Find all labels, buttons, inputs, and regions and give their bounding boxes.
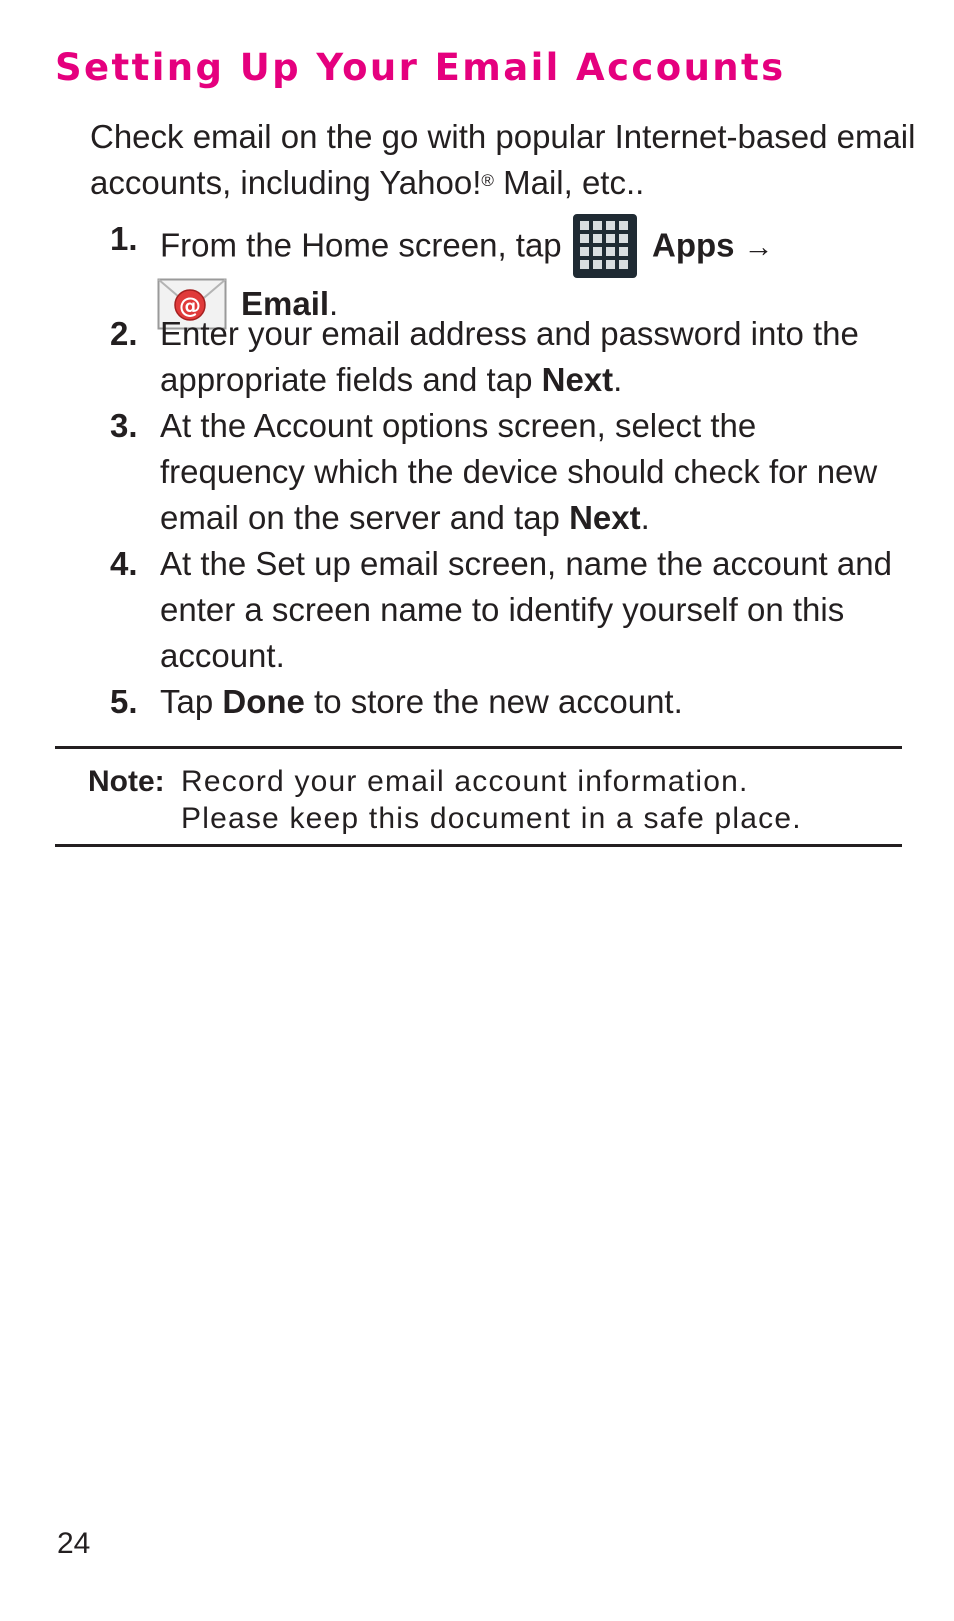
arrow-glyph: → xyxy=(743,230,774,264)
step-number: 3. xyxy=(110,407,138,444)
step-number: 5. xyxy=(110,683,138,720)
intro-text-end: Mail, etc.. xyxy=(493,164,645,201)
page-number: 24 xyxy=(57,1527,91,1560)
next-label: Next xyxy=(569,499,641,536)
step-number: 2. xyxy=(110,315,138,352)
step-text: At the Set up email screen, name the account and enter a screen name to identify yourself on this account. xyxy=(160,545,892,674)
registered-mark: ® xyxy=(481,171,494,190)
done-label: Done xyxy=(222,683,305,720)
step-text-end: . xyxy=(640,499,650,536)
note-box xyxy=(55,746,902,847)
step-item xyxy=(90,679,910,725)
step-text-end: to store the new account. xyxy=(304,683,683,720)
step-item xyxy=(90,403,910,541)
step-text: At the Account options screen, select the frequency which the device should check for new email on the server and tap xyxy=(160,407,878,536)
step-number: 4. xyxy=(110,545,138,582)
step-number: 1. xyxy=(110,220,138,257)
step-item xyxy=(90,216,910,322)
apps-grid-icon xyxy=(573,214,637,278)
step-item xyxy=(90,541,910,679)
intro-text: Check email on the go with popular Internet-based email accounts, including Yahoo! xyxy=(90,118,916,201)
note-text xyxy=(181,763,802,837)
steps-list xyxy=(90,216,910,725)
note-line-1: Record your email account information. xyxy=(181,765,749,798)
step-text-end: . xyxy=(613,361,623,398)
step-text: From the Home screen, tap xyxy=(160,226,562,264)
step-text: Tap xyxy=(160,683,223,720)
email-label: Email xyxy=(241,284,330,322)
apps-label: Apps xyxy=(652,226,735,264)
note-line-2: Please keep this document in a safe place. xyxy=(181,802,802,835)
svg-text:@: @ xyxy=(179,294,201,319)
step-item xyxy=(90,311,910,403)
intro-paragraph xyxy=(90,114,930,206)
section-title: Setting Up Your Email Accounts xyxy=(55,46,786,89)
step-text: Enter your email address and password into the appropriate fields and tap xyxy=(160,315,859,398)
note-label: Note: xyxy=(88,765,165,798)
step-period: . xyxy=(329,284,339,322)
next-label: Next xyxy=(541,361,614,398)
